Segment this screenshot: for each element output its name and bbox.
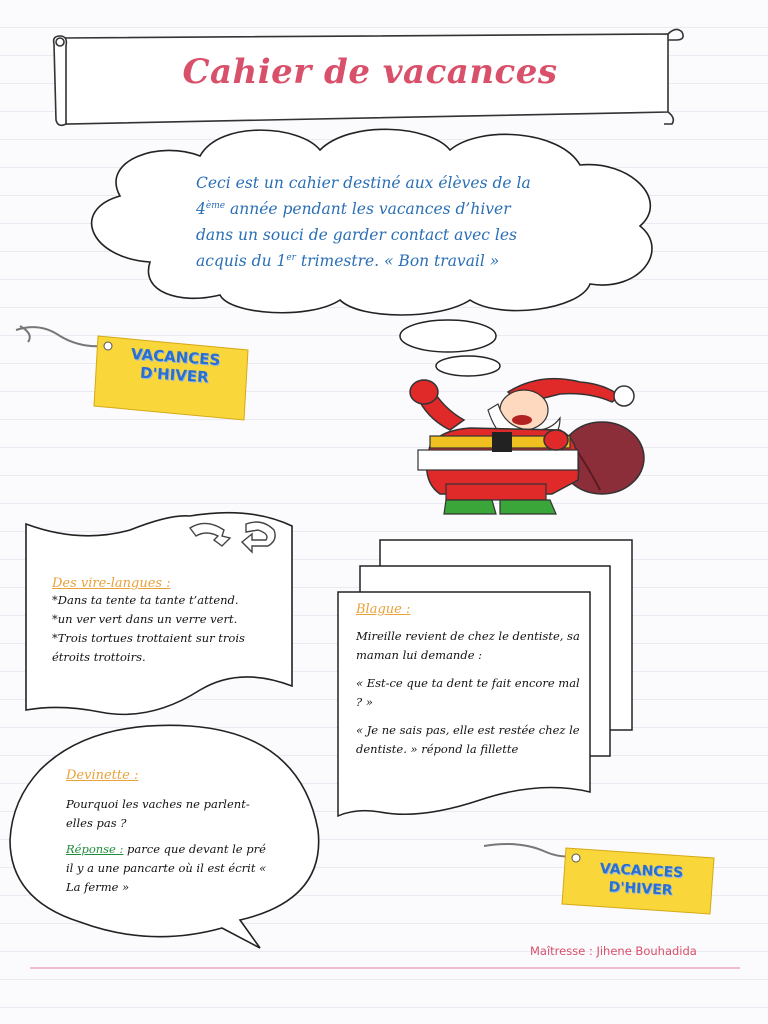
tag-2-line-1: VACANCES (599, 860, 684, 882)
thought-bubble-small (436, 356, 500, 376)
intro-text (196, 170, 546, 274)
intro-line-3: dans un souci de garder contact avec les (196, 226, 517, 244)
blague-section (356, 602, 588, 768)
intro-line-4-sup: er (286, 252, 296, 263)
intro-line-2-number: 4 (196, 200, 206, 218)
blague-paragraph: Mireille revient de chez le dentiste, sa maman lui demande : (356, 629, 580, 662)
blague-heading: Blague : (356, 602, 411, 617)
devinette-heading: Devinette : (66, 768, 139, 783)
devinette-section (66, 768, 274, 904)
intro-line-2-sup: ème (205, 200, 226, 211)
vire-langues-line: *un ver vert dans un verre vert. (52, 612, 238, 626)
vire-langues-section (52, 576, 272, 667)
answer-text: parce que devant le pré il y a une pancarte où il est écrit « La ferme » (66, 842, 267, 894)
intro-line-4-start: acquis du 1 (196, 252, 287, 270)
tag-1-line-1: VACANCES (130, 344, 221, 370)
vire-langues-heading: Des vire-langues : (52, 576, 171, 591)
devinette-answer (66, 840, 274, 897)
page-title: Cahier de vacances (182, 52, 558, 92)
tag-2-line-2: D'HIVER (608, 879, 673, 899)
intro-line-2-rest: année pendant les vacances d’hiver (225, 200, 511, 218)
intro-line-4 (196, 248, 546, 274)
intro-line-2 (196, 196, 546, 222)
tag-1-line-2: D'HIVER (139, 363, 210, 387)
intro-line-4-rest: trimestre. « Bon travail » (296, 252, 500, 270)
santa-claus-illustration (410, 379, 644, 514)
devinette-question: Pourquoi les vaches ne parlent-elles pas ? (66, 797, 250, 830)
answer-label: Réponse : (66, 842, 124, 856)
vire-langues-line: *Trois tortues trottaient sur trois étroits trottoirs. (52, 631, 245, 664)
blague-paragraph: « Je ne sais pas, elle est restée chez le dentiste. » répond la fillette (356, 723, 580, 756)
teacher-signature: Maîtresse : Jihene Bouhadida (530, 944, 697, 958)
blague-paragraph: « Est-ce que ta dent te fait encore mal ? » (356, 676, 580, 709)
intro-line-1: Ceci est un cahier destiné aux élèves de la (196, 174, 531, 192)
thought-bubble-large (400, 320, 496, 352)
vire-langues-line: *Dans ta tente ta tante t’attend. (52, 593, 239, 607)
